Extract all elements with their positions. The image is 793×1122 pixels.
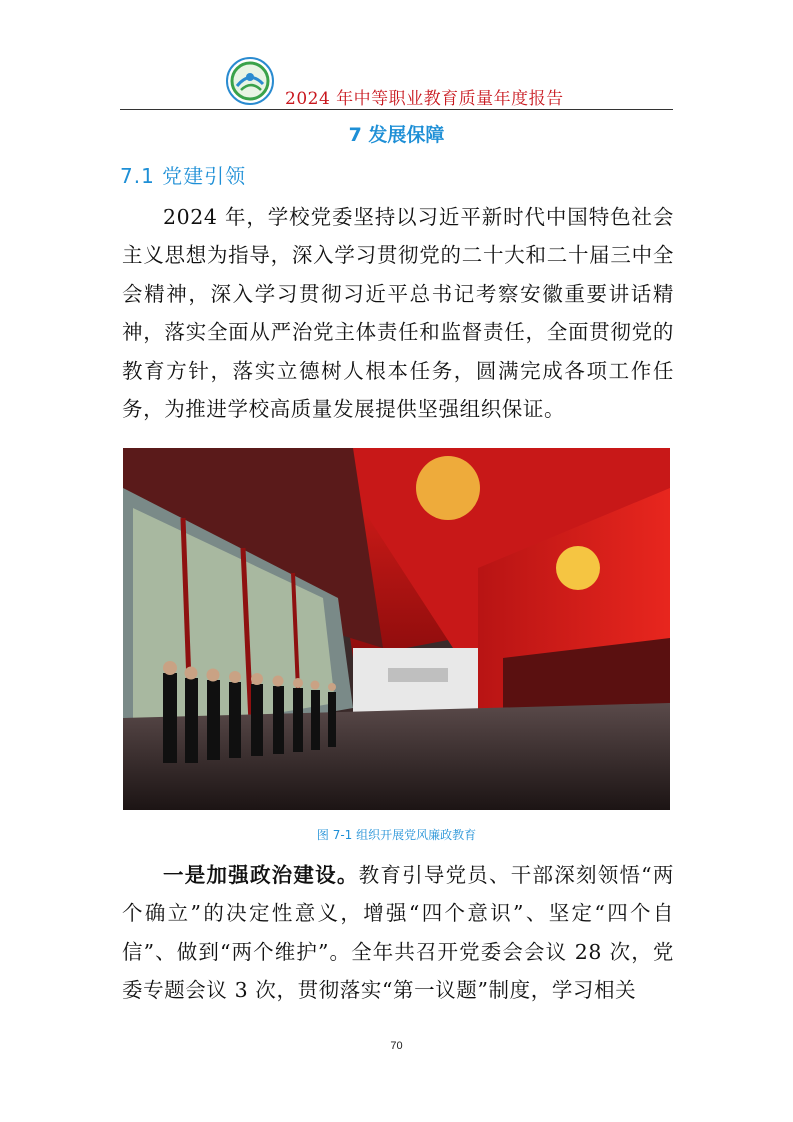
page-header (0, 0, 793, 110)
point-one-paragraph (122, 856, 674, 1010)
point-one-body: 教育引导党员、干部深刻领悟“两个确立”的决定性意义，增强“四个意识”、坚定“四个自信”、做到“两个维护”。全年共召开党委会会议 28 次，党委专题会议 3 次，贯彻落实“第一议题”制度，学习相关 (122, 863, 674, 1003)
chapter-title: 7 发展保障 (348, 124, 445, 146)
figure-caption: 图 7-1 组织开展党风廉政教育 (316, 828, 477, 842)
school-logo-icon (225, 56, 275, 106)
party-hall-photo (123, 448, 670, 810)
header-divider (120, 109, 673, 110)
point-one-lead: 一是加强政治建设。 (163, 863, 359, 887)
header-title: 2024 年中等职业教育质量年度报告 (285, 89, 564, 109)
page-number: 70 (390, 1040, 403, 1052)
intro-paragraph: 2024 年，学校党委坚持以习近平新时代中国特色社会主义思想为指导，深入学习贯彻党的二十大和二十届三中全会精神，深入学习贯彻习近平总书记考察安徽重要讲话精神，落实全面从严治党主体责任和监督责任，全面贯彻党的教育方针，落实立德树人根本任务，圆满完成各项工作任务，为推进学校高质量发展提供坚强组织保证。 (122, 205, 674, 422)
section-title: 7.1 党建引领 (120, 164, 247, 188)
